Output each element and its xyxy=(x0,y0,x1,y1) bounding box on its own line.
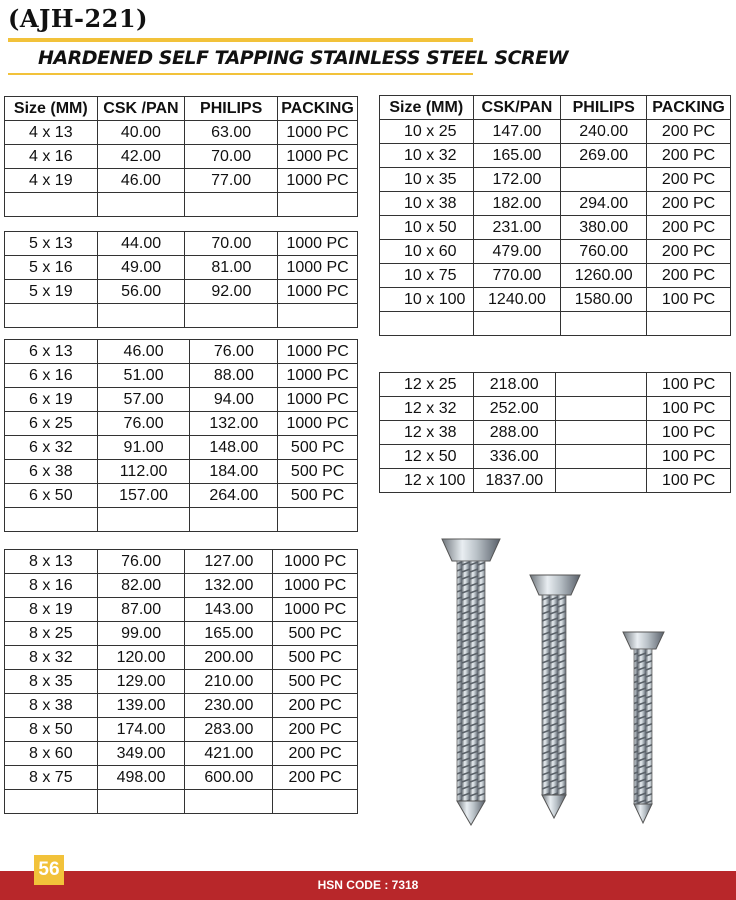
cell-size: 8 x 19 xyxy=(5,598,98,622)
cell-csk-pan: 46.00 xyxy=(97,340,190,364)
table-row xyxy=(380,397,731,421)
table-header-row xyxy=(380,96,731,120)
cell-philips: 88.00 xyxy=(190,364,278,388)
cell-philips: 92.00 xyxy=(185,280,278,304)
cell-csk-pan: 76.00 xyxy=(97,412,190,436)
cell-philips xyxy=(185,304,278,328)
cell-size: 10 x 60 xyxy=(380,240,474,264)
cell-philips xyxy=(561,312,647,336)
cell-packing: 1000 PC xyxy=(278,169,358,193)
table-row xyxy=(380,192,731,216)
cell-packing: 100 PC xyxy=(647,397,731,421)
table-row xyxy=(380,240,731,264)
table-row xyxy=(380,264,731,288)
cell-size: 5 x 13 xyxy=(5,232,98,256)
cell-packing: 500 PC xyxy=(273,646,358,670)
cell-size: 8 x 35 xyxy=(5,670,98,694)
screw-medium xyxy=(530,575,580,818)
cell-size: 8 x 50 xyxy=(5,718,98,742)
cell-csk-pan: 120.00 xyxy=(97,646,185,670)
cell-csk-pan xyxy=(97,193,185,217)
cell-philips: 210.00 xyxy=(185,670,273,694)
cell-size: 12 x 38 xyxy=(380,421,474,445)
cell-packing: 200 PC xyxy=(273,718,358,742)
table-row xyxy=(5,169,358,193)
cell-philips xyxy=(185,790,273,814)
cell-size: 10 x 35 xyxy=(380,168,474,192)
table-row xyxy=(380,421,731,445)
cell-size: 6 x 25 xyxy=(5,412,98,436)
header-packing: PACKING xyxy=(647,96,731,120)
table-row xyxy=(5,766,358,790)
table-row xyxy=(380,168,731,192)
cell-size: 12 x 25 xyxy=(380,373,474,397)
cell-packing: 200 PC xyxy=(647,192,731,216)
cell-size: 10 x 25 xyxy=(380,120,474,144)
cell-philips: 283.00 xyxy=(185,718,273,742)
cell-csk-pan: 165.00 xyxy=(473,144,561,168)
cell-size: 12 x 32 xyxy=(380,397,474,421)
cell-size: 8 x 75 xyxy=(5,766,98,790)
cell-philips: 184.00 xyxy=(190,460,278,484)
cell-philips: 77.00 xyxy=(185,169,278,193)
cell-csk-pan: 51.00 xyxy=(97,364,190,388)
hsn-code: HSN CODE : 7318 xyxy=(317,878,419,892)
cell-philips: 165.00 xyxy=(185,622,273,646)
cell-csk-pan: 1837.00 xyxy=(473,469,555,493)
cell-size: 6 x 38 xyxy=(5,460,98,484)
cell-csk-pan xyxy=(97,790,185,814)
cell-packing: 1000 PC xyxy=(273,598,358,622)
cell-csk-pan: 336.00 xyxy=(473,445,555,469)
table-row xyxy=(5,790,358,814)
cell-packing: 200 PC xyxy=(647,120,731,144)
cell-csk-pan: 218.00 xyxy=(473,373,555,397)
cell-philips xyxy=(555,397,647,421)
cell-philips: 70.00 xyxy=(185,232,278,256)
cell-philips: 1580.00 xyxy=(561,288,647,312)
cell-csk-pan: 44.00 xyxy=(97,232,185,256)
cell-csk-pan: 91.00 xyxy=(97,436,190,460)
header-size: Size (MM) xyxy=(380,96,474,120)
cell-philips: 148.00 xyxy=(190,436,278,460)
table-row xyxy=(380,312,731,336)
cell-packing: 1000 PC xyxy=(278,145,358,169)
cell-size xyxy=(5,304,98,328)
cell-csk-pan: 174.00 xyxy=(97,718,185,742)
cell-csk-pan: 770.00 xyxy=(473,264,561,288)
cell-packing: 100 PC xyxy=(647,288,731,312)
cell-size: 4 x 16 xyxy=(5,145,98,169)
cell-philips: 132.00 xyxy=(190,412,278,436)
cell-csk-pan: 87.00 xyxy=(97,598,185,622)
cell-philips: 132.00 xyxy=(185,574,273,598)
header-csk-pan: CSK/PAN xyxy=(473,96,561,120)
header-size: Size (MM) xyxy=(5,97,98,121)
table-row xyxy=(5,121,358,145)
cell-packing xyxy=(647,312,731,336)
cell-packing: 100 PC xyxy=(647,445,731,469)
cell-packing: 200 PC xyxy=(647,216,731,240)
cell-packing: 1000 PC xyxy=(278,388,358,412)
cell-packing: 200 PC xyxy=(647,240,731,264)
cell-philips: 94.00 xyxy=(190,388,278,412)
cell-packing: 200 PC xyxy=(273,694,358,718)
cell-csk-pan xyxy=(473,312,561,336)
cell-philips: 264.00 xyxy=(190,484,278,508)
cell-size: 10 x 50 xyxy=(380,216,474,240)
cell-philips: 76.00 xyxy=(190,340,278,364)
table-row xyxy=(380,288,731,312)
table-row xyxy=(5,388,358,412)
cell-packing: 500 PC xyxy=(278,436,358,460)
cell-csk-pan: 42.00 xyxy=(97,145,185,169)
cell-csk-pan: 349.00 xyxy=(97,742,185,766)
cell-csk-pan: 46.00 xyxy=(97,169,185,193)
cell-philips: 143.00 xyxy=(185,598,273,622)
header-philips: PHILIPS xyxy=(561,96,647,120)
table-row xyxy=(380,445,731,469)
cell-size: 10 x 32 xyxy=(380,144,474,168)
table-row xyxy=(5,574,358,598)
table-row xyxy=(5,622,358,646)
cell-csk-pan: 479.00 xyxy=(473,240,561,264)
cell-philips: 127.00 xyxy=(185,550,273,574)
cell-packing: 1000 PC xyxy=(278,256,358,280)
cell-size: 6 x 13 xyxy=(5,340,98,364)
cell-csk-pan: 182.00 xyxy=(473,192,561,216)
cell-size: 10 x 100 xyxy=(380,288,474,312)
cell-size: 8 x 13 xyxy=(5,550,98,574)
cell-csk-pan: 1240.00 xyxy=(473,288,561,312)
table-row xyxy=(5,256,358,280)
screw-large xyxy=(442,539,500,825)
cell-philips: 200.00 xyxy=(185,646,273,670)
cell-packing: 200 PC xyxy=(647,144,731,168)
cell-philips xyxy=(555,469,647,493)
cell-csk-pan: 49.00 xyxy=(97,256,185,280)
cell-csk-pan: 56.00 xyxy=(97,280,185,304)
cell-philips xyxy=(190,508,278,532)
cell-packing: 1000 PC xyxy=(278,280,358,304)
table-row xyxy=(5,412,358,436)
cell-philips: 380.00 xyxy=(561,216,647,240)
cell-size: 8 x 38 xyxy=(5,694,98,718)
screw-photo-icon xyxy=(430,525,730,830)
cell-size: 8 x 25 xyxy=(5,622,98,646)
header-packing: PACKING xyxy=(278,97,358,121)
table-row xyxy=(5,364,358,388)
cell-size xyxy=(5,508,98,532)
cell-size: 10 x 38 xyxy=(380,192,474,216)
footer-bar xyxy=(0,871,736,900)
cell-philips: 269.00 xyxy=(561,144,647,168)
table-row xyxy=(5,145,358,169)
table-row xyxy=(5,694,358,718)
cell-csk-pan: 231.00 xyxy=(473,216,561,240)
product-code: (AJH-221) xyxy=(8,4,148,33)
cell-csk-pan xyxy=(97,304,185,328)
table-row xyxy=(5,340,358,364)
cell-packing xyxy=(278,193,358,217)
header-philips: PHILIPS xyxy=(185,97,278,121)
cell-packing: 1000 PC xyxy=(278,121,358,145)
table-row xyxy=(5,718,358,742)
cell-size xyxy=(5,193,98,217)
cell-packing: 1000 PC xyxy=(273,574,358,598)
price-table-12mm xyxy=(379,372,731,493)
cell-size: 8 x 16 xyxy=(5,574,98,598)
cell-csk-pan: 99.00 xyxy=(97,622,185,646)
cell-csk-pan: 157.00 xyxy=(97,484,190,508)
cell-size: 5 x 16 xyxy=(5,256,98,280)
cell-packing: 100 PC xyxy=(647,469,731,493)
cell-philips xyxy=(185,193,278,217)
table-row xyxy=(380,216,731,240)
table-row xyxy=(380,120,731,144)
cell-packing: 500 PC xyxy=(273,670,358,694)
cell-csk-pan: 129.00 xyxy=(97,670,185,694)
cell-philips xyxy=(555,445,647,469)
price-table-8mm xyxy=(4,549,358,814)
cell-size xyxy=(380,312,474,336)
table-header-row xyxy=(5,97,358,121)
cell-packing: 1000 PC xyxy=(278,232,358,256)
cell-packing: 200 PC xyxy=(647,168,731,192)
cell-csk-pan: 112.00 xyxy=(97,460,190,484)
table-row xyxy=(380,373,731,397)
cell-size: 4 x 13 xyxy=(5,121,98,145)
cell-packing: 200 PC xyxy=(273,766,358,790)
table-row xyxy=(5,484,358,508)
cell-packing: 500 PC xyxy=(273,622,358,646)
page-number-badge: 56 xyxy=(34,855,64,885)
cell-packing: 1000 PC xyxy=(278,340,358,364)
cell-philips xyxy=(555,373,647,397)
table-row xyxy=(380,469,731,493)
cell-size: 10 x 75 xyxy=(380,264,474,288)
price-table-6mm xyxy=(4,339,358,532)
cell-philips: 421.00 xyxy=(185,742,273,766)
table-row xyxy=(5,550,358,574)
table-row xyxy=(5,232,358,256)
cell-csk-pan: 172.00 xyxy=(473,168,561,192)
cell-packing: 100 PC xyxy=(647,373,731,397)
cell-size: 12 x 50 xyxy=(380,445,474,469)
cell-philips: 240.00 xyxy=(561,120,647,144)
cell-packing: 200 PC xyxy=(647,264,731,288)
table-row xyxy=(5,508,358,532)
cell-packing: 500 PC xyxy=(278,484,358,508)
cell-csk-pan xyxy=(97,508,190,532)
cell-size: 5 x 19 xyxy=(5,280,98,304)
page-title: HARDENED SELF TAPPING STAINLESS STEEL SCREW xyxy=(38,47,569,69)
cell-packing xyxy=(278,304,358,328)
table-row xyxy=(5,304,358,328)
cell-philips: 230.00 xyxy=(185,694,273,718)
cell-size: 8 x 60 xyxy=(5,742,98,766)
price-table-10mm xyxy=(379,95,731,336)
cell-size: 6 x 50 xyxy=(5,484,98,508)
cell-csk-pan: 57.00 xyxy=(97,388,190,412)
cell-csk-pan: 498.00 xyxy=(97,766,185,790)
cell-csk-pan: 40.00 xyxy=(97,121,185,145)
table-row xyxy=(5,646,358,670)
cell-philips xyxy=(555,421,647,445)
cell-packing: 500 PC xyxy=(278,460,358,484)
cell-csk-pan: 252.00 xyxy=(473,397,555,421)
cell-packing: 1000 PC xyxy=(278,364,358,388)
cell-philips xyxy=(561,168,647,192)
cell-csk-pan: 288.00 xyxy=(473,421,555,445)
cell-philips: 294.00 xyxy=(561,192,647,216)
cell-packing xyxy=(278,508,358,532)
header-csk-pan: CSK /PAN xyxy=(97,97,185,121)
table-row xyxy=(5,193,358,217)
cell-philips: 70.00 xyxy=(185,145,278,169)
cell-size xyxy=(5,790,98,814)
cell-packing: 100 PC xyxy=(647,421,731,445)
cell-size: 6 x 19 xyxy=(5,388,98,412)
cell-csk-pan: 82.00 xyxy=(97,574,185,598)
cell-philips: 600.00 xyxy=(185,766,273,790)
cell-philips: 760.00 xyxy=(561,240,647,264)
cell-packing: 1000 PC xyxy=(273,550,358,574)
table-row xyxy=(5,670,358,694)
cell-csk-pan: 147.00 xyxy=(473,120,561,144)
price-table-4mm xyxy=(4,96,358,217)
cell-size: 8 x 32 xyxy=(5,646,98,670)
cell-philips: 1260.00 xyxy=(561,264,647,288)
table-row xyxy=(5,742,358,766)
cell-size: 12 x 100 xyxy=(380,469,474,493)
cell-packing xyxy=(273,790,358,814)
cell-philips: 81.00 xyxy=(185,256,278,280)
table-row xyxy=(5,436,358,460)
cell-csk-pan: 76.00 xyxy=(97,550,185,574)
table-row xyxy=(5,598,358,622)
table-row xyxy=(5,280,358,304)
price-table-5mm xyxy=(4,231,358,328)
cell-packing: 1000 PC xyxy=(278,412,358,436)
screw-small xyxy=(623,632,664,823)
table-row xyxy=(5,460,358,484)
cell-size: 6 x 16 xyxy=(5,364,98,388)
cell-csk-pan: 139.00 xyxy=(97,694,185,718)
cell-size: 6 x 32 xyxy=(5,436,98,460)
cell-packing: 200 PC xyxy=(273,742,358,766)
cell-philips: 63.00 xyxy=(185,121,278,145)
table-row xyxy=(380,144,731,168)
cell-size: 4 x 19 xyxy=(5,169,98,193)
title-banner xyxy=(8,38,569,75)
title-rule-bottom xyxy=(8,73,473,75)
